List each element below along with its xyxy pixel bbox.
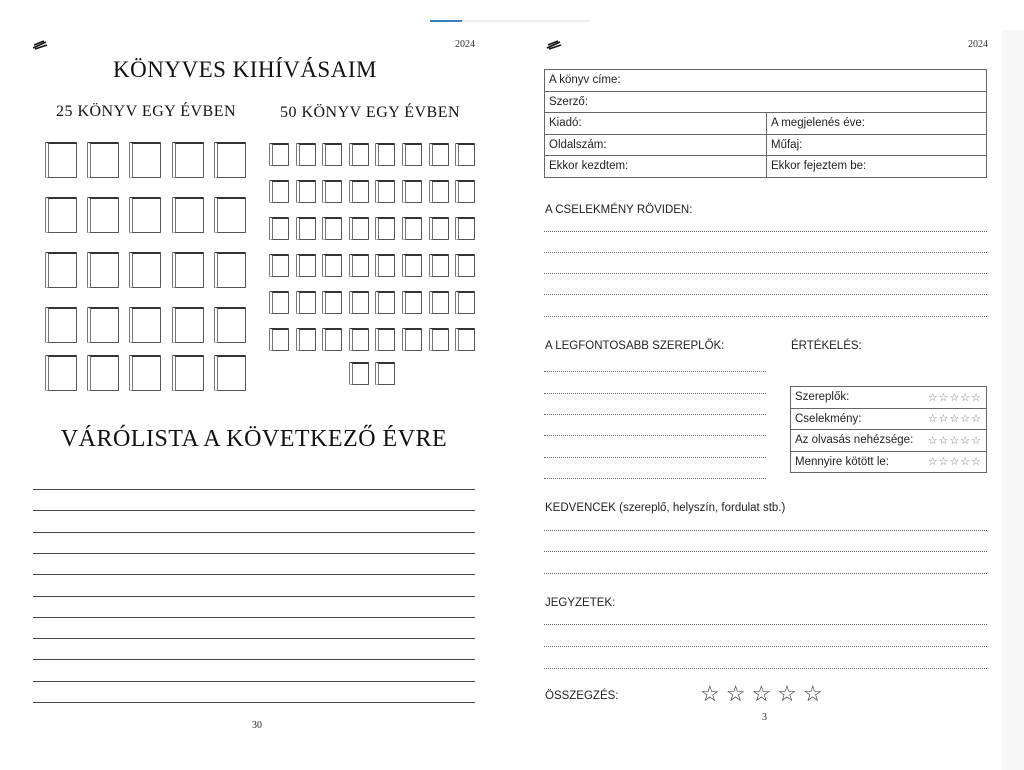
dotted-line[interactable] — [544, 646, 987, 647]
book-checkbox[interactable] — [87, 355, 119, 391]
book-checkbox[interactable] — [322, 291, 342, 314]
page-title: KÖNYVES KIHÍVÁSAIM — [113, 57, 377, 82]
brush-logo-icon — [32, 40, 48, 50]
dotted-line[interactable] — [544, 530, 987, 531]
rating-heading: ÉRTÉKELÉS: — [791, 340, 862, 352]
book-checkbox[interactable] — [129, 307, 161, 343]
rating-row: Az olvasás nehézsége: ☆☆☆☆☆ — [791, 430, 987, 452]
book-checkbox[interactable] — [172, 307, 204, 343]
book-checkbox[interactable] — [349, 143, 369, 166]
field-genre[interactable]: Műfaj: — [767, 134, 987, 156]
wishlist-line[interactable] — [33, 659, 475, 660]
book-checkbox[interactable] — [45, 197, 77, 233]
star-rating[interactable]: ☆☆☆☆☆ — [922, 408, 987, 430]
dotted-line[interactable] — [544, 573, 987, 574]
book-checkbox[interactable] — [429, 328, 449, 351]
field-publisher[interactable]: Kiadó: — [545, 113, 767, 135]
book-checkbox[interactable] — [349, 254, 369, 277]
scroll-indicator — [430, 20, 590, 22]
wishlist-line[interactable] — [33, 681, 475, 682]
page-edge — [1002, 30, 1024, 770]
star-rating[interactable]: ☆☆☆☆☆ — [922, 387, 987, 409]
book-checkbox[interactable] — [269, 291, 289, 314]
dotted-line[interactable] — [544, 273, 987, 274]
book-checkbox[interactable] — [402, 328, 422, 351]
favourites-heading: KEDVENCEK (szereplő, helyszín, fordulat stb.) — [545, 502, 786, 514]
star-rating[interactable]: ☆☆☆☆☆ — [922, 451, 987, 473]
book-checkbox[interactable] — [349, 217, 369, 240]
book-checkbox[interactable] — [429, 254, 449, 277]
book-checkbox[interactable] — [214, 197, 246, 233]
book-checkbox[interactable] — [45, 307, 77, 343]
challenge-50-heading: 50 KÖNYV EGY ÉVBEN — [279, 104, 461, 121]
book-checkbox[interactable] — [375, 291, 395, 314]
wishlist-heading: VÁRÓLISTA A KÖVETKEZŐ ÉVRE — [60, 426, 448, 452]
rating-row: Szereplők: ☆☆☆☆☆ — [791, 387, 987, 409]
dotted-line[interactable] — [544, 668, 987, 669]
wishlist-line[interactable] — [33, 574, 475, 575]
dotted-line[interactable] — [544, 457, 766, 458]
plot-heading: A CSELEKMÉNY RÖVIDEN: — [545, 204, 693, 216]
challenge-25-heading: 25 KÖNYV EGY ÉVBEN — [55, 103, 237, 120]
book-checkbox[interactable] — [375, 254, 395, 277]
wishlist-line[interactable] — [33, 638, 475, 639]
page-number: 30 — [252, 720, 262, 731]
dotted-line[interactable] — [544, 478, 766, 479]
brush-logo-icon — [546, 40, 562, 50]
book-checkbox[interactable] — [129, 142, 161, 178]
book-checkbox[interactable] — [296, 143, 316, 166]
dotted-line[interactable] — [544, 393, 766, 394]
book-checkbox[interactable] — [322, 254, 342, 277]
field-finished[interactable]: Ekkor fejeztem be: — [767, 156, 987, 178]
book-checkbox[interactable] — [455, 180, 475, 203]
book-checkbox[interactable] — [296, 328, 316, 351]
field-started[interactable]: Ekkor kezdtem: — [545, 156, 767, 178]
book-checkbox[interactable] — [214, 252, 246, 288]
book-checkbox[interactable] — [45, 252, 77, 288]
wishlist-line[interactable] — [33, 489, 475, 490]
book-checkbox[interactable] — [322, 180, 342, 203]
year-label: 2024 — [968, 39, 988, 50]
book-info-table — [544, 69, 987, 178]
book-checkbox[interactable] — [429, 143, 449, 166]
book-checkbox[interactable] — [269, 217, 289, 240]
book-checkbox[interactable] — [322, 217, 342, 240]
book-checkbox[interactable] — [455, 217, 475, 240]
book-checkbox[interactable] — [129, 355, 161, 391]
dotted-line[interactable] — [544, 551, 987, 552]
book-checkbox[interactable] — [172, 355, 204, 391]
book-checkbox[interactable] — [349, 291, 369, 314]
book-checkbox[interactable] — [129, 197, 161, 233]
dotted-line[interactable] — [544, 294, 987, 295]
book-checkbox[interactable] — [402, 180, 422, 203]
rating-row: Cselekmény: ☆☆☆☆☆ — [791, 408, 987, 430]
book-checkbox[interactable] — [375, 217, 395, 240]
book-checkbox[interactable] — [269, 180, 289, 203]
year-label: 2024 — [455, 39, 475, 50]
rating-row: Mennyire kötött le: ☆☆☆☆☆ — [791, 451, 987, 473]
book-checkbox[interactable] — [455, 328, 475, 351]
book-checkbox[interactable] — [129, 252, 161, 288]
book-checkbox[interactable] — [429, 217, 449, 240]
book-checkbox[interactable] — [429, 180, 449, 203]
summary-heading: ÖSSZEGZÉS: — [545, 690, 619, 702]
book-checkbox[interactable] — [455, 254, 475, 277]
book-checkbox[interactable] — [322, 143, 342, 166]
book-checkbox[interactable] — [87, 197, 119, 233]
book-checkbox[interactable] — [269, 143, 289, 166]
book-checkbox[interactable] — [269, 328, 289, 351]
book-checkbox[interactable] — [214, 355, 246, 391]
book-checkbox[interactable] — [322, 328, 342, 351]
book-checkbox[interactable] — [87, 142, 119, 178]
book-checkbox[interactable] — [87, 307, 119, 343]
book-checkbox[interactable] — [349, 362, 369, 385]
book-checkbox[interactable] — [402, 254, 422, 277]
book-checkbox[interactable] — [296, 254, 316, 277]
dotted-line[interactable] — [544, 414, 766, 415]
dotted-line[interactable] — [544, 371, 766, 372]
book-checkbox[interactable] — [375, 328, 395, 351]
book-checkbox[interactable] — [172, 252, 204, 288]
book-checkbox[interactable] — [172, 142, 204, 178]
book-checkbox[interactable] — [214, 307, 246, 343]
dotted-line[interactable] — [544, 624, 987, 625]
book-checkbox[interactable] — [296, 217, 316, 240]
dotted-line[interactable] — [544, 252, 987, 253]
book-checkbox[interactable] — [455, 291, 475, 314]
notes-heading: JEGYZETEK: — [545, 597, 616, 609]
page-number: 3 — [762, 712, 767, 723]
wishlist-line[interactable] — [33, 510, 475, 511]
book-checkbox[interactable] — [269, 254, 289, 277]
book-checkbox[interactable] — [214, 142, 246, 178]
book-checkbox[interactable] — [402, 291, 422, 314]
book-checkbox[interactable] — [455, 143, 475, 166]
rating-table — [790, 386, 987, 473]
book-checkbox[interactable] — [45, 355, 77, 391]
dotted-line[interactable] — [544, 316, 987, 317]
book-checkbox[interactable] — [375, 143, 395, 166]
book-checkbox[interactable] — [402, 217, 422, 240]
book-checkbox[interactable] — [402, 143, 422, 166]
field-pages[interactable]: Oldalszám: — [545, 134, 767, 156]
dotted-line[interactable] — [544, 435, 766, 436]
field-author[interactable]: Szerző: — [545, 91, 987, 113]
book-checkbox[interactable] — [296, 291, 316, 314]
star-rating[interactable]: ☆☆☆☆☆ — [922, 430, 987, 452]
book-checkbox[interactable] — [349, 328, 369, 351]
book-checkbox[interactable] — [296, 180, 316, 203]
wishlist-line[interactable] — [33, 553, 475, 554]
field-year[interactable]: A megjelenés éve: — [767, 113, 987, 135]
wishlist-line[interactable] — [33, 532, 475, 533]
dotted-line[interactable] — [544, 231, 987, 232]
book-checkbox[interactable] — [429, 291, 449, 314]
book-checkbox[interactable] — [87, 252, 119, 288]
wishlist-line[interactable] — [33, 596, 475, 597]
characters-heading: A LEGFONTOSABB SZEREPLŐK: — [545, 340, 725, 352]
summary-star-rating[interactable]: ☆☆☆☆☆ — [700, 681, 829, 706]
wishlist-line[interactable] — [33, 617, 475, 618]
wishlist-line[interactable] — [33, 702, 475, 703]
field-title[interactable]: A könyv címe: — [545, 70, 987, 92]
book-checkbox[interactable] — [172, 197, 204, 233]
book-checkbox[interactable] — [375, 180, 395, 203]
book-checkbox[interactable] — [375, 362, 395, 385]
book-checkbox[interactable] — [349, 180, 369, 203]
book-checkbox[interactable] — [45, 142, 77, 178]
